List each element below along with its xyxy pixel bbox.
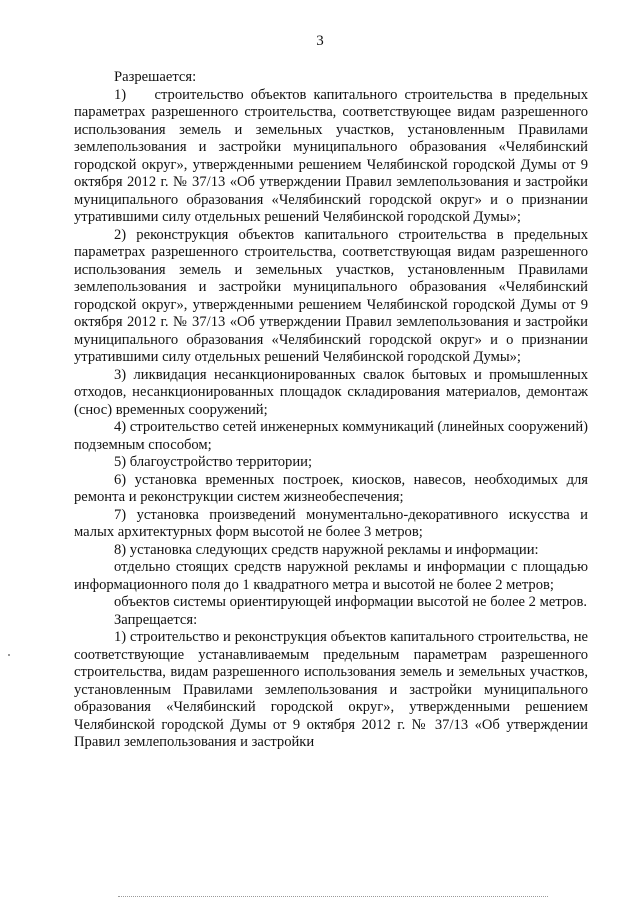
paragraph: Запрещается: [114,611,198,628]
paragraph: отдельно стоящих средств наружной рекламы и информации с площадью информационного поля до 1 квадратного метра и высотой не более 2 метров; [74,559,588,593]
scan-artifact-dot [8,654,10,656]
scan-artifact-footer [118,896,548,899]
paragraph: объектов системы ориентирующей информации высотой не более 2 метров. [114,594,588,610]
document-body [74,69,588,752]
paragraph: 4) строительство сетей инженерных коммуникаций (линейных сооружений) подземным способом; [74,419,588,453]
paragraph: 1) строительство и реконструкция объектов капитального строительства, не соответствующие устанавливаемым предельным параметрам разрешенного строительства, видам разрешенного использования земель и земельных участков, установленным Правилами землепользования и застройки муниципального образования «Челябинский городской округ», утвержденными решением Челябинской городской Думы от 9 октября 2012 г. № 37/13 «Об утверждении Правил землепользования и застройки [74,629,588,750]
paragraph: 2) реконструкция объектов капитального строительства в предельных параметрах разрешенного строительства, соответствующая видам разрешенного использования земель и земельных участков, установленным Правилами землепользования и застройки муниципального образования «Челябинский городской округ», утвержденными решением Челябинской городской Думы от 9 октября 2012 г. № 37/13 «Об утверждении Правил землепользования и застройки муниципального образования «Челябинский городской округ» и о признании утратившими силу отдельных решений Челябинской городской Думы»; [74,226,588,365]
paragraph: Разрешается: [114,69,197,85]
paragraph: 5) благоустройство территории; [114,454,313,470]
paragraph: 8) установка следующих средств наружной рекламы и информации: [114,541,539,558]
paragraph: 3) ликвидация несанкционированных свалок бытовых и промышленных отходов, несанкционированных площадок складирования материалов, демонтаж (снос) временных сооружений; [74,366,588,418]
paragraph: 1) строительство объектов капитального строительства в предельных параметрах разрешенного строительства, соответствующее видам разрешенного использования земель и земельных участков, установленным Правилами землепользования и застройки муниципального образования «Челябинский городской округ», утвержденными решением Челябинской городской Думы от 9 октября 2012 г. № 37/13 «Об утверждении Правил землепользования и застройки муниципального образования «Челябинский городской округ» и о признании утратившими силу отдельных решений Челябинской городской Думы»; [74,86,588,225]
page-number: 3 [316,33,324,49]
paragraph: 6) установка временных построек, киосков, навесов, необходимых для ремонта и реконструкции систем жизнеобеспечения; [74,471,588,505]
paragraph: 7) установка произведений монументально-декоративного искусства и малых архитектурных форм высотой не более 3 метров; [74,506,588,540]
